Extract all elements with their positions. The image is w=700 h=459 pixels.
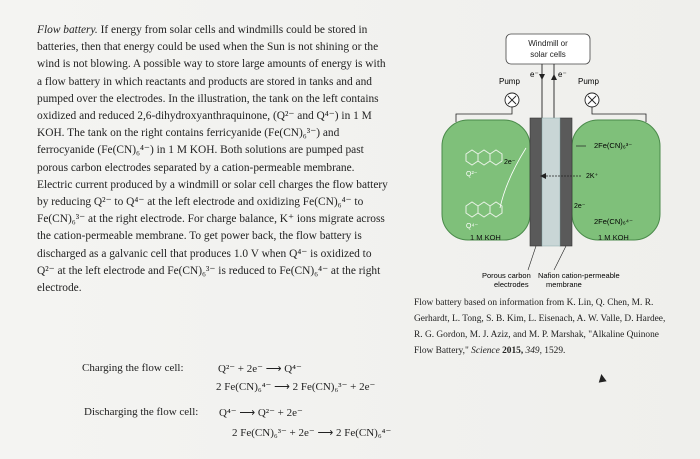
left-tank [442, 120, 530, 240]
figure-caption [414, 295, 674, 359]
caption-volume: 349, [525, 346, 542, 356]
membrane [542, 118, 560, 246]
source-box-line2: solar cells [530, 50, 566, 59]
two-e-left: 2e⁻ [504, 159, 516, 166]
flow-battery-diagram [436, 30, 666, 290]
electrodes-word: electrodes [494, 280, 529, 289]
mouse-cursor-icon [597, 373, 606, 382]
discharging-label: Discharging the flow cell: [84, 406, 199, 418]
problem-title: Flow battery. [37, 24, 98, 36]
electron-left: e⁻ [530, 70, 539, 79]
source-box-line1: Windmill or [528, 39, 568, 48]
discharging-eq-2: 2 Fe(CN)₆³⁻ + 2e⁻ ⟶ 2 Fe(CN)₆⁴⁻ [232, 427, 392, 439]
ferri-label: 2Fe(CN)₆³⁻ [594, 141, 633, 150]
right-electrode [560, 118, 572, 246]
charging-eq-2: 2 Fe(CN)₆⁴⁻ ⟶ 2 Fe(CN)₆³⁻ + 2e⁻ [216, 381, 376, 393]
electrode-label: Porous carbon [482, 271, 531, 280]
k-label: 2K⁺ [586, 173, 599, 180]
right-tank-label: 1 M KOH [598, 233, 629, 242]
pump-right-icon [585, 93, 599, 107]
up-arrow-icon [551, 74, 557, 80]
caption-text: Flow battery based on information from K. Lin, Q. Chen, M. R. Gerhardt, L. Tong, S. B. Kim, L. Eisenach, A. W. Valle, D. Hardee, R. G. Gordon, M. J. Aziz, and M. P. Marshak, "Alkaline Quinone Flow Battery," [414, 298, 666, 356]
down-arrow-icon [539, 74, 545, 80]
left-tank-label: 1 M KOH [470, 233, 501, 242]
problem-paragraph [37, 22, 391, 297]
problem-text: If energy from solar cells and windmills could be stored in batteries, then that energy could be used when the Sun is not shining or the wind is not blowing. A possible way to store large amounts of energy is with a flow battery in which reactants and products are stored in tanks and and pumped over the electrodes. In the illustration, the tank on the left contains oxidized and reduced 2,6-dihydroxyanthraquinone, (Q²⁻ and Q⁴⁻) in 1 M KOH. The tank on the right contains ferricyanide (Fe(CN)₆³⁻) and ferrocyanide (Fe(CN)₆⁴⁻) in 1 M KOH. Both solutions are pumped past porous carbon electrodes separated by a cation-permeable membrane. Electric current produced by a windmill or solar cell charges the flow battery by reducing Q²⁻ to Q⁴⁻ at the left electrode and oxidizing Fe(CN)₆⁴⁻ to Fe(CN)₆³⁻ at the right electrode. For charge balance, K⁺ ions migrate across the cation-permeable membrane. To get power back, the flow battery is discharged as a galvanic cell that produces 1.0 V when Q⁴⁻ is oxidized to Q²⁻ at the left electrode and Fe(CN)₆³⁻ is reduced to Fe(CN)₆⁴⁻ at the right electrode. [37, 24, 388, 295]
membrane-label: Nafion cation-permeable [538, 271, 620, 280]
discharging-eq-1: Q⁴⁻ ⟶ Q²⁻ + 2e⁻ [219, 407, 303, 419]
pump-right-label: Pump [578, 77, 599, 86]
electron-right: e⁻ [558, 70, 567, 79]
left-electrode [530, 118, 542, 246]
charging-label: Charging the flow cell: [82, 362, 184, 374]
pump-left-icon [505, 93, 519, 107]
caption-pages: 1529. [544, 346, 566, 356]
caption-journal: Science [471, 346, 500, 356]
charging-eq-1: Q²⁻ + 2e⁻ ⟶ Q⁴⁻ [218, 363, 302, 375]
membrane-word: membrane [546, 280, 582, 289]
q4-label: Q⁴⁻ [466, 223, 479, 230]
caption-year: 2015, [502, 346, 524, 356]
q2-label: Q²⁻ [466, 171, 478, 178]
two-e-right: 2e⁻ [574, 203, 586, 210]
ferro-label: 2Fe(CN)₆⁴⁻ [594, 217, 633, 226]
pump-left-label: Pump [499, 77, 520, 86]
